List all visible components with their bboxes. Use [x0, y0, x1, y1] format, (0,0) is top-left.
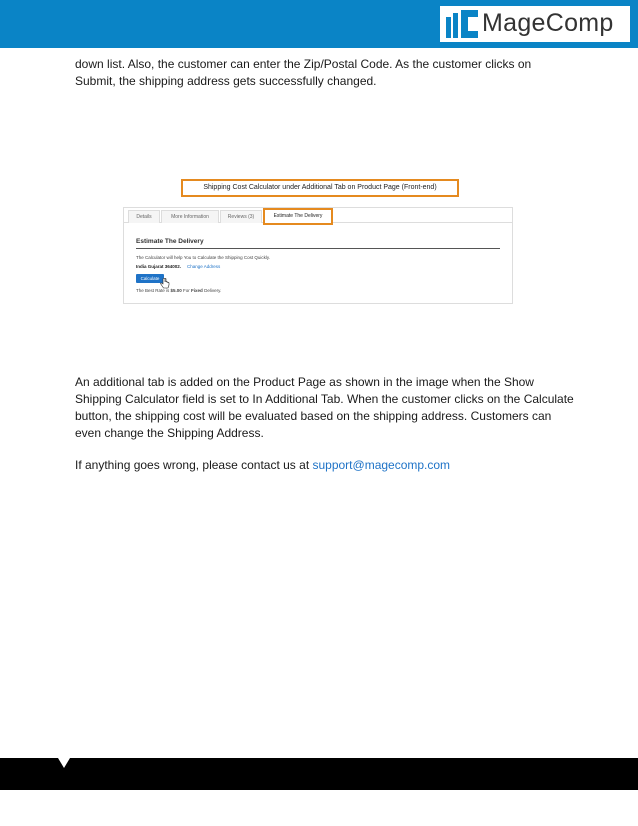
- intro-paragraph: down list. Also, the customer can enter the Zip/Postal Code. As the customer clicks on Submit, the shipping address gets successfully changed.: [75, 57, 532, 88]
- contact-paragraph: [75, 457, 575, 474]
- contact-text: If anything goes wrong, please contact us at: [75, 458, 313, 472]
- tab-estimate-delivery[interactable]: Estimate The Delivery: [263, 208, 333, 225]
- rate-prefix: The Best Rate is: [136, 288, 171, 293]
- page-footer-bar: [0, 758, 638, 790]
- heading-divider: [136, 248, 500, 249]
- magecomp-logo-icon: [446, 10, 480, 38]
- page-header-bar: [0, 0, 638, 48]
- rate-method: Fixed: [191, 288, 203, 293]
- tab-reviews[interactable]: Reviews (3): [220, 210, 262, 223]
- footer-notch: [58, 758, 70, 768]
- estimate-description: The Calculator will help You to Calculate the Shipping Cost Quickly.: [136, 255, 270, 260]
- calculate-button[interactable]: Calculate: [136, 274, 164, 283]
- logo-wordmark: MageComp: [482, 9, 614, 37]
- screenshot-figure: [123, 176, 513, 356]
- rate-suffix: Delivery.: [202, 288, 222, 293]
- support-email-link[interactable]: support@magecomp.com: [312, 458, 451, 472]
- description-paragraph: An additional tab is added on the Product Page as shown in the image when the Show Shipping Calculator field is set to In Additional Tab. When the customer clicks on the Calculate button, the shipping cost will be evaluated based on the shipping address. Customers can even change the Shipping Address.: [75, 375, 574, 440]
- best-rate-text: [136, 288, 221, 293]
- tab-details[interactable]: Details: [128, 210, 160, 223]
- change-address-link[interactable]: Change Address: [187, 264, 221, 269]
- tab-more-information[interactable]: More Information: [161, 210, 219, 223]
- shipping-address-line: [136, 264, 220, 269]
- tab-bar: [124, 208, 512, 223]
- magecomp-logo: [440, 6, 630, 42]
- figure-caption: Shipping Cost Calculator under Additional Tab on Product Page (Front-end): [181, 179, 459, 197]
- estimate-heading: Estimate The Delivery: [136, 238, 204, 245]
- rate-mid: For: [181, 288, 192, 293]
- product-tabs-panel: [123, 207, 513, 304]
- shipping-address: India Gujarat 364002.: [136, 264, 182, 269]
- rate-value: $5.00: [170, 288, 182, 293]
